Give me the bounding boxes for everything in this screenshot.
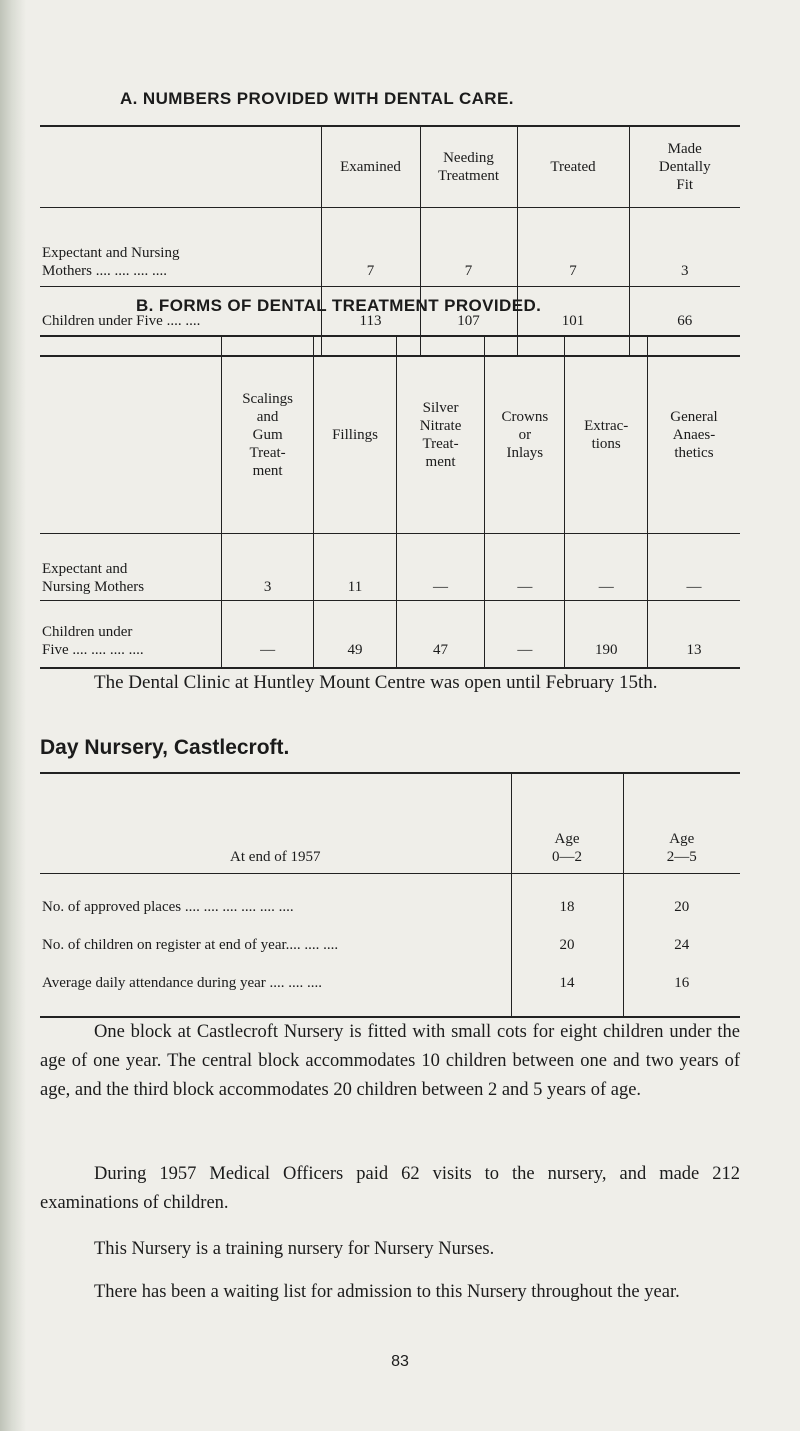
- cell-value: 16: [623, 964, 740, 1017]
- paragraph-training-nursery: This Nursery is a training nursery for Nursery Nurses.: [94, 1239, 495, 1259]
- cell-value: 3: [222, 534, 314, 601]
- cell-value: —: [396, 534, 484, 601]
- paragraph-waiting-list: There has been a waiting list for admission to this Nursery throughout the year.: [94, 1282, 680, 1302]
- cell-value: 20: [623, 874, 740, 927]
- row-label: Children under Five .... ....: [40, 287, 321, 357]
- column-header-age-0-2: Age 0—2: [511, 773, 623, 874]
- table-row: [40, 601, 740, 669]
- column-header-age-2-5: Age 2—5: [623, 773, 740, 874]
- page-edge-shadow: [0, 0, 26, 1431]
- column-header-extractions: Extrac- tions: [565, 336, 648, 534]
- column-header-at-end-of-1957: At end of 1957: [40, 773, 511, 874]
- dental-treatment-forms-table: [40, 335, 740, 669]
- cell-value: 190: [565, 601, 648, 669]
- table-row: [40, 874, 740, 927]
- column-header-fillings: Fillings: [314, 336, 397, 534]
- cell-value: —: [485, 601, 565, 669]
- column-header-blank: [40, 126, 321, 208]
- column-header-crowns-inlays: Crowns or Inlays: [485, 336, 565, 534]
- table-row: [40, 208, 740, 287]
- cell-value: 49: [314, 601, 397, 669]
- column-header-made-dentally-fit: Made Dentally Fit: [629, 126, 740, 208]
- paragraph-medical-officers: During 1957 Medical Officers paid 62 visits to the nursery, and made 212 examinations of children.: [40, 1164, 740, 1213]
- cell-value: 7: [420, 208, 517, 287]
- row-label: No. of children on register at end of year.... .... ....: [42, 936, 339, 953]
- cell-value: 11: [314, 534, 397, 601]
- cell-value: —: [485, 534, 565, 601]
- column-header-examined: Examined: [321, 126, 420, 208]
- cell-value: 47: [396, 601, 484, 669]
- cell-value: 20: [511, 926, 623, 964]
- cell-value: —: [647, 534, 740, 601]
- column-header-general-anaesthetics: General Anaes- thetics: [647, 336, 740, 534]
- cell-value: 113: [321, 287, 420, 357]
- row-label: Expectant and Nursing Mothers .... .... .... ....: [42, 245, 180, 279]
- table-row: [40, 926, 740, 964]
- table-row: [40, 534, 740, 601]
- cell-value: 3: [629, 208, 740, 287]
- cell-value: 7: [517, 208, 629, 287]
- row-label: Expectant and Nursing Mothers: [42, 561, 145, 595]
- paragraph-cots: One block at Castlecroft Nursery is fitted with small cots for eight children under the age of one year. The central block accommodates 10 children between one and two years of age, and the third block accommodates 20 children between 2 and 5 years of age.: [40, 1022, 740, 1100]
- cell-value: —: [222, 601, 314, 669]
- column-header-blank: [40, 336, 222, 534]
- cell-value: 107: [420, 287, 517, 357]
- dental-care-numbers-table: [40, 125, 740, 357]
- column-header-treated: Treated: [517, 126, 629, 208]
- table-row: [40, 964, 740, 1017]
- column-header-silver-nitrate: Silver Nitrate Treat- ment: [396, 336, 484, 534]
- cell-value: 24: [623, 926, 740, 964]
- nursery-title: Day Nursery, Castlecroft.: [40, 736, 290, 759]
- page-number: 83: [391, 1353, 409, 1370]
- row-label: No. of approved places .... .... .... .... .... ....: [42, 898, 294, 915]
- column-header-scalings: Scalings and Gum Treat- ment: [222, 336, 314, 534]
- row-label: Children under Five .... .... .... ....: [40, 601, 222, 669]
- clinic-note: The Dental Clinic at Huntley Mount Centre was open until February 15th.: [94, 672, 658, 693]
- cell-value: 13: [647, 601, 740, 669]
- cell-value: 66: [629, 287, 740, 357]
- section-a-title: A. NUMBERS PROVIDED WITH DENTAL CARE.: [120, 89, 514, 108]
- cell-value: 18: [511, 874, 623, 927]
- section-b-title: B. FORMS OF DENTAL TREATMENT PROVIDED.: [136, 296, 542, 315]
- column-header-needing-treatment: Needing Treatment: [420, 126, 517, 208]
- cell-value: 101: [517, 287, 629, 357]
- row-label: Average daily attendance during year .... .... ....: [42, 974, 323, 991]
- cell-value: 14: [511, 964, 623, 1017]
- day-nursery-table: [40, 772, 740, 1018]
- cell-value: 7: [321, 208, 420, 287]
- cell-value: —: [565, 534, 648, 601]
